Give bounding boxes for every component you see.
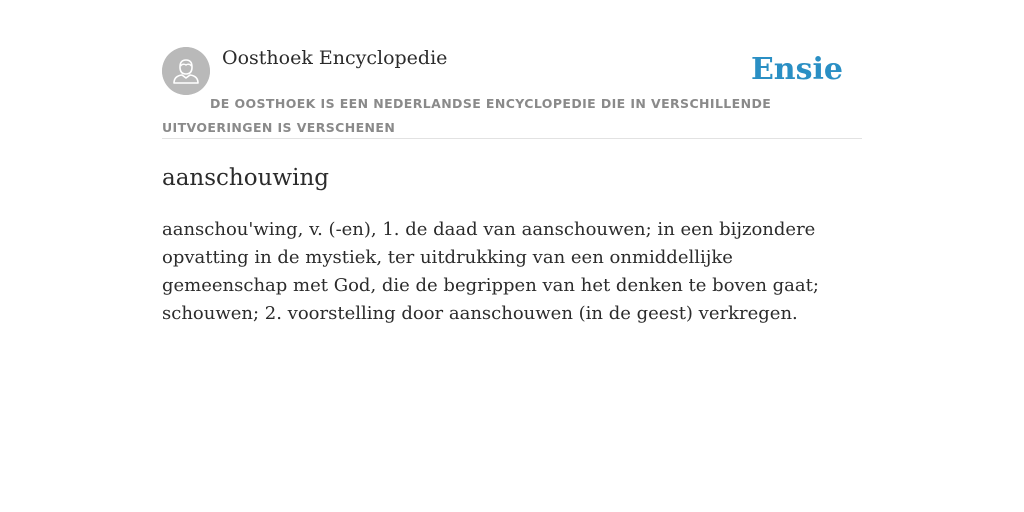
source-header bbox=[162, 46, 862, 139]
brand-logo[interactable]: Ensie bbox=[750, 52, 843, 87]
user-avatar-icon bbox=[162, 47, 210, 95]
source-name[interactable]: Oosthoek Encyclopedie bbox=[222, 47, 448, 69]
source-avatar[interactable] bbox=[162, 47, 210, 95]
entry-title: aanschouwing bbox=[162, 165, 329, 191]
source-description: DE OOSTHOEK IS EEN NEDERLANDSE ENCYCLOPEDIE DIE IN VERSCHILLENDE UITVOERINGEN IS VERSCHENEN bbox=[162, 96, 772, 135]
entry-definition: aanschou'wing, v. (-en), 1. de daad van aanschouwen; in een bijzondere opvatting in de mystiek, ter uitdrukking van een onmiddellijke gemeenschap met God, die de begrippen van het denken te boven gaat; schouwen; 2. voorstelling door aanschouwen (in de geest) verkregen. bbox=[162, 219, 819, 324]
